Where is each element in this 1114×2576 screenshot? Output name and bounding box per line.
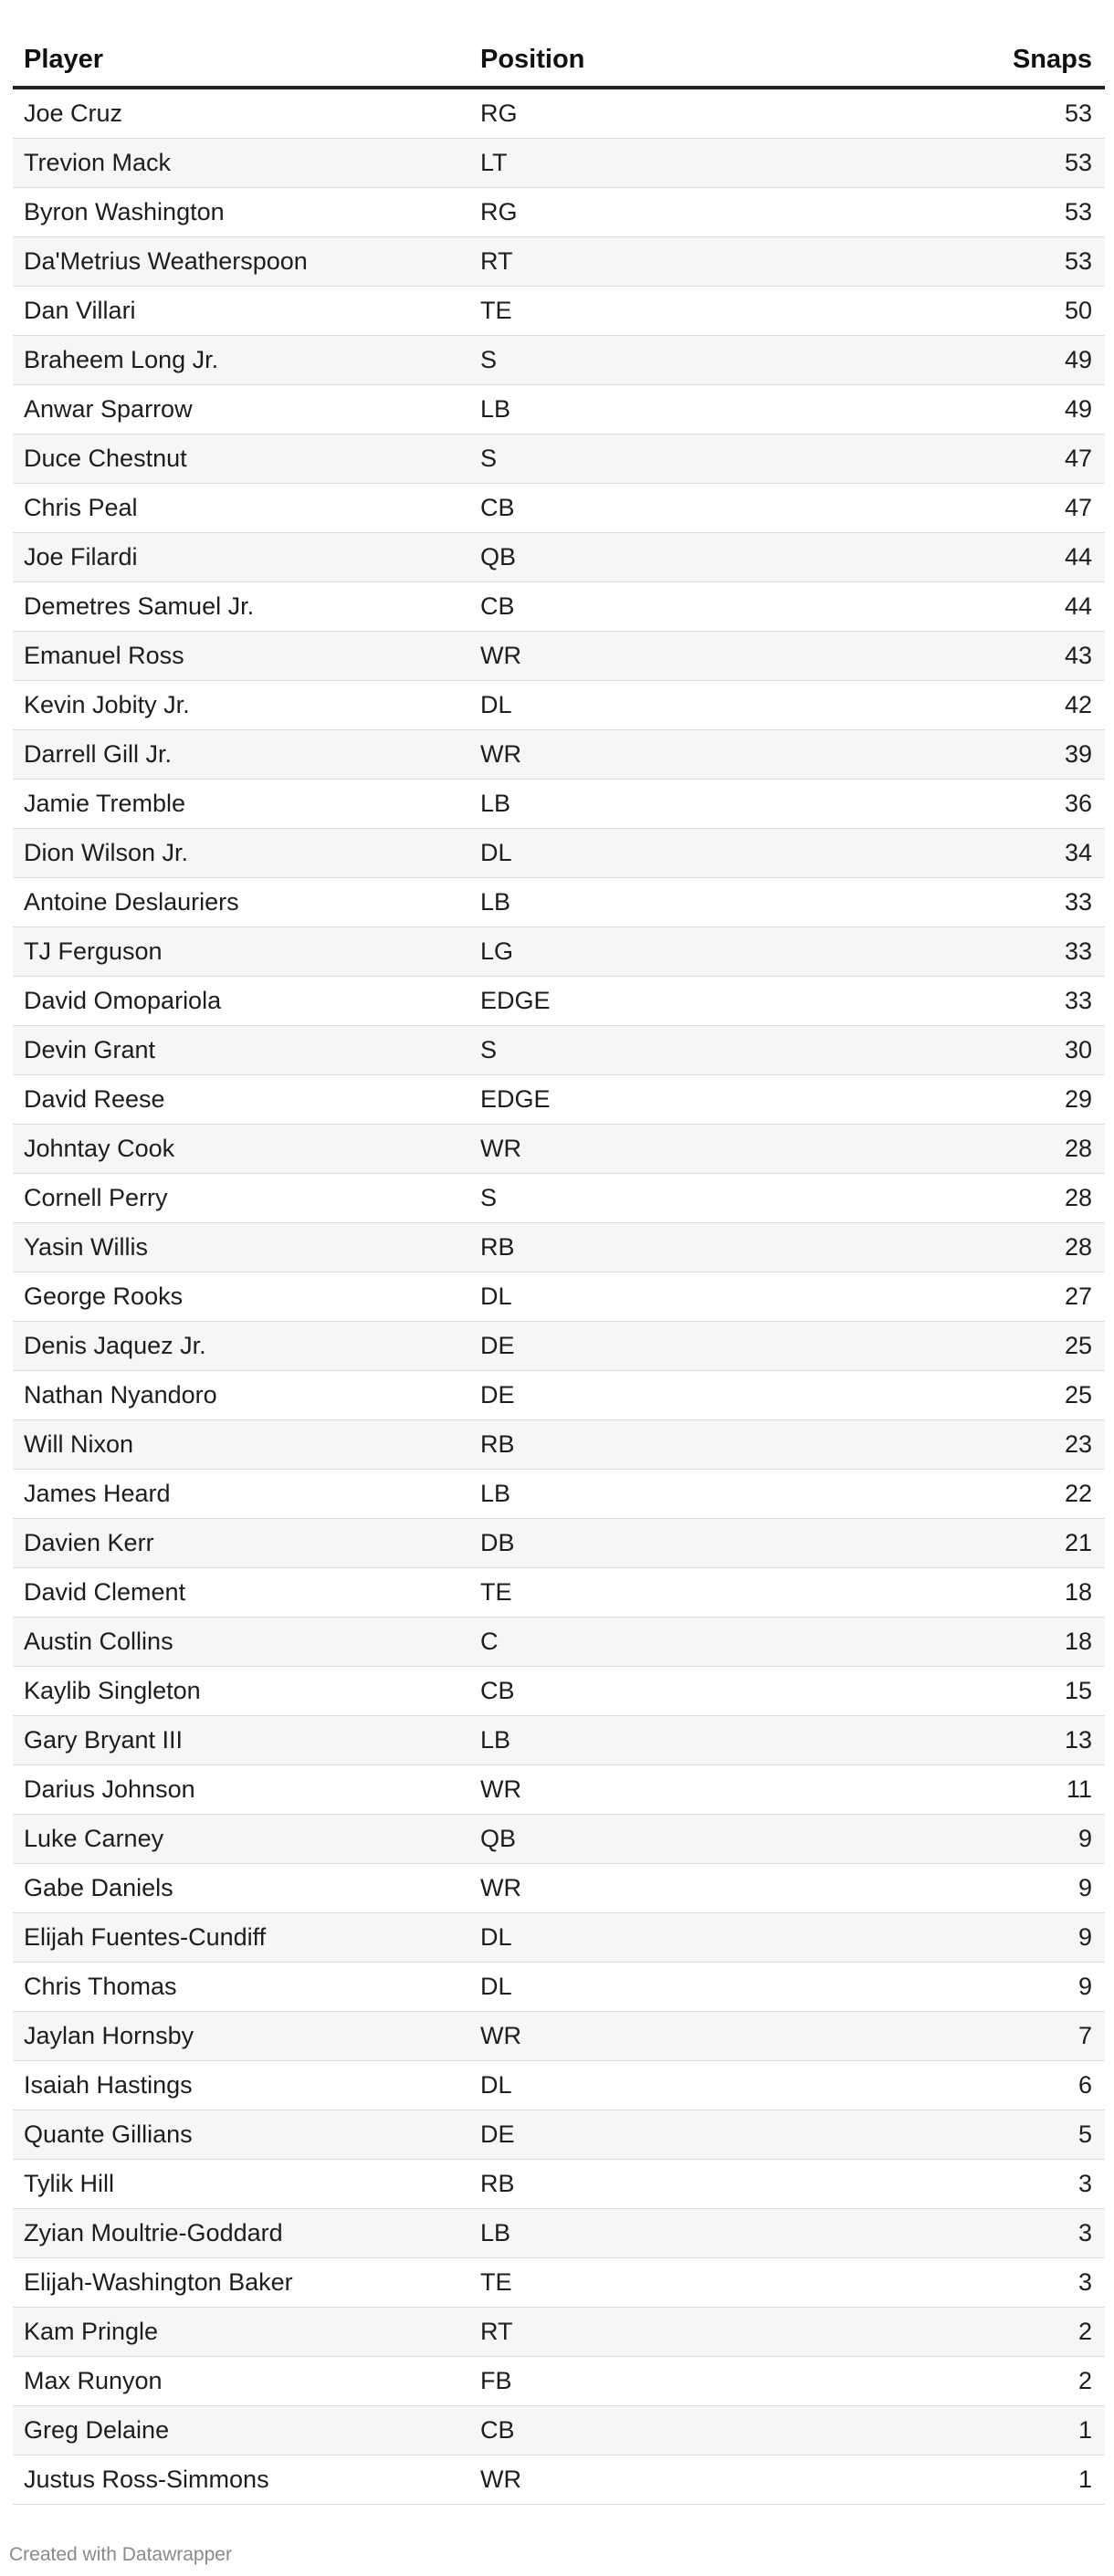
table-row	[13, 730, 1105, 780]
player-cell: Kam Pringle	[24, 2318, 159, 2345]
snaps-table	[13, 33, 1105, 2505]
position-cell: DE	[480, 2120, 515, 2148]
table-row	[13, 139, 1105, 188]
position-cell: RB	[480, 1430, 515, 1458]
table-row	[13, 977, 1105, 1026]
table-row	[13, 237, 1105, 287]
position-cell: S	[480, 445, 498, 472]
player-cell: Denis Jaquez Jr.	[24, 1332, 206, 1359]
player-cell: Isaiah Hastings	[24, 2071, 193, 2099]
player-cell: Gary Bryant III	[24, 1726, 184, 1754]
snaps-cell: 50	[1064, 297, 1092, 324]
table-row	[13, 484, 1105, 533]
player-cell: Dan Villari	[24, 297, 136, 324]
position-cell: FB	[480, 2367, 512, 2394]
position-cell: DL	[480, 1923, 512, 1951]
table-row	[13, 1815, 1105, 1864]
column-header-player[interactable]: Player	[24, 44, 104, 74]
snaps-cell: 43	[1064, 642, 1092, 669]
position-cell: WR	[480, 1135, 521, 1162]
snaps-cell: 18	[1064, 1578, 1092, 1606]
position-cell: WR	[480, 2022, 521, 2049]
snaps-cell: 1	[1077, 2416, 1092, 2444]
table-row	[13, 2160, 1105, 2209]
snaps-cell: 47	[1064, 445, 1092, 472]
position-cell: DL	[480, 1973, 512, 2000]
position-cell: LB	[480, 1480, 511, 1507]
snaps-cell: 44	[1064, 592, 1092, 620]
snaps-cell: 34	[1064, 839, 1092, 866]
table-row	[13, 1667, 1105, 1716]
snaps-cell: 33	[1064, 888, 1092, 916]
player-cell: Justus Ross-Simmons	[24, 2466, 269, 2493]
position-cell: DL	[480, 839, 512, 866]
player-cell: Devin Grant	[24, 1036, 156, 1063]
player-cell: Antoine Deslauriers	[24, 888, 239, 916]
position-cell: WR	[480, 1775, 521, 1803]
snaps-cell: 30	[1064, 1036, 1092, 1063]
snaps-cell: 53	[1064, 247, 1092, 275]
position-cell: S	[480, 1184, 498, 1211]
player-cell: Cornell Perry	[24, 1184, 168, 1211]
position-cell: EDGE	[480, 987, 551, 1014]
column-header-snaps[interactable]: Snaps	[1012, 44, 1092, 74]
player-cell: Chris Thomas	[24, 1973, 177, 2000]
position-cell: LB	[480, 2219, 511, 2246]
position-cell: WR	[480, 740, 521, 768]
player-cell: Da'Metrius Weatherspoon	[24, 247, 308, 275]
snaps-cell: 2	[1077, 2367, 1092, 2394]
player-cell: Tylik Hill	[24, 2170, 114, 2197]
player-cell: Joe Cruz	[24, 99, 123, 127]
snaps-cell: 49	[1064, 395, 1092, 423]
table-row	[13, 1322, 1105, 1371]
player-cell: Zyian Moultrie-Goddard	[24, 2219, 283, 2246]
snaps-cell: 2	[1077, 2318, 1092, 2345]
table-row	[13, 1765, 1105, 1815]
position-cell: TE	[480, 2268, 512, 2296]
table-row	[13, 878, 1105, 927]
table-row	[13, 188, 1105, 237]
player-cell: Kaylib Singleton	[24, 1677, 201, 1704]
snaps-cell: 3	[1077, 2268, 1092, 2296]
table-row	[13, 1568, 1105, 1618]
table-row	[13, 2012, 1105, 2061]
table-row	[13, 2456, 1105, 2505]
snaps-cell: 1	[1077, 2466, 1092, 2493]
snaps-cell: 53	[1064, 149, 1092, 176]
player-cell: Emanuel Ross	[24, 642, 184, 669]
position-cell: RT	[480, 2318, 513, 2345]
table-row	[13, 2308, 1105, 2357]
table-row	[13, 829, 1105, 878]
snaps-cell: 49	[1064, 346, 1092, 373]
table-row	[13, 2406, 1105, 2456]
position-cell: DL	[480, 1283, 512, 1310]
table-row	[13, 1963, 1105, 2012]
position-cell: LB	[480, 888, 511, 916]
player-cell: David Clement	[24, 1578, 186, 1606]
player-cell: Max Runyon	[24, 2367, 163, 2394]
snaps-cell: 28	[1064, 1135, 1092, 1162]
position-cell: TE	[480, 297, 512, 324]
position-cell: QB	[480, 1825, 517, 1852]
table-row	[13, 1618, 1105, 1667]
player-cell: TJ Ferguson	[24, 937, 163, 965]
table-header	[13, 33, 1105, 89]
player-cell: Kevin Jobity Jr.	[24, 691, 190, 718]
position-cell: TE	[480, 1578, 512, 1606]
table-row	[13, 1026, 1105, 1075]
player-cell: Trevion Mack	[24, 149, 172, 176]
snaps-cell: 28	[1064, 1233, 1092, 1261]
player-cell: Quante Gillians	[24, 2120, 193, 2148]
table-row	[13, 1519, 1105, 1568]
snaps-cell: 53	[1064, 99, 1092, 127]
snaps-cell: 11	[1066, 1775, 1092, 1803]
position-cell: DE	[480, 1332, 515, 1359]
player-cell: Chris Peal	[24, 494, 138, 521]
player-cell: James Heard	[24, 1480, 171, 1507]
player-cell: Jamie Tremble	[24, 790, 186, 817]
snaps-cell: 53	[1064, 198, 1092, 225]
position-cell: LT	[480, 149, 508, 176]
player-cell: Demetres Samuel Jr.	[24, 592, 255, 620]
snaps-cell: 42	[1064, 691, 1092, 718]
snaps-cell: 25	[1064, 1332, 1092, 1359]
table-row	[13, 89, 1105, 139]
player-cell: Elijah-Washington Baker	[24, 2268, 293, 2296]
position-cell: RB	[480, 1233, 515, 1261]
player-cell: Yasin Willis	[24, 1233, 149, 1261]
table-row	[13, 435, 1105, 484]
position-cell: QB	[480, 543, 517, 571]
table-row	[13, 2357, 1105, 2406]
snaps-cell: 36	[1064, 790, 1092, 817]
player-cell: Anwar Sparrow	[24, 395, 193, 423]
table-row	[13, 927, 1105, 977]
snaps-cell: 9	[1077, 1923, 1092, 1951]
position-cell: RG	[480, 99, 518, 127]
table-row	[13, 2110, 1105, 2160]
player-cell: Darrell Gill Jr.	[24, 740, 173, 768]
snaps-cell: 29	[1064, 1085, 1092, 1113]
snaps-cell: 3	[1077, 2219, 1092, 2246]
position-cell: WR	[480, 1874, 521, 1901]
table-row	[13, 1272, 1105, 1322]
position-cell: DE	[480, 1381, 515, 1408]
player-cell: Will Nixon	[24, 1430, 134, 1458]
player-cell: Joe Filardi	[24, 543, 138, 571]
position-cell: LG	[480, 937, 514, 965]
table-row	[13, 1223, 1105, 1272]
position-cell: RT	[480, 247, 513, 275]
player-cell: Braheem Long Jr.	[24, 346, 219, 373]
table-row	[13, 1913, 1105, 1963]
snaps-cell: 13	[1064, 1726, 1092, 1754]
table-row	[13, 1420, 1105, 1470]
snaps-cell: 33	[1064, 937, 1092, 965]
snaps-cell: 47	[1064, 494, 1092, 521]
position-cell: RG	[480, 198, 518, 225]
position-cell: CB	[480, 592, 515, 620]
snaps-cell: 23	[1064, 1430, 1092, 1458]
table-row	[13, 2258, 1105, 2308]
snaps-cell: 44	[1064, 543, 1092, 571]
player-cell: Luke Carney	[24, 1825, 164, 1852]
position-cell: RB	[480, 2170, 515, 2197]
snaps-cell: 15	[1064, 1677, 1092, 1704]
snaps-cell: 3	[1077, 2170, 1092, 2197]
column-header-position[interactable]: Position	[480, 44, 585, 74]
position-cell: CB	[480, 2416, 515, 2444]
snaps-cell: 27	[1064, 1283, 1092, 1310]
table-row	[13, 1174, 1105, 1223]
snaps-cell: 7	[1077, 2022, 1092, 2049]
player-cell: Austin Collins	[24, 1628, 173, 1655]
player-cell: Davien Kerr	[24, 1529, 154, 1556]
player-cell: Elijah Fuentes-Cundiff	[24, 1923, 267, 1951]
player-cell: Byron Washington	[24, 198, 225, 225]
position-cell: DB	[480, 1529, 515, 1556]
position-cell: WR	[480, 2466, 521, 2493]
snaps-cell: 9	[1077, 1825, 1092, 1852]
player-cell: Johntay Cook	[24, 1135, 175, 1162]
table-row	[13, 1075, 1105, 1125]
table-row	[13, 632, 1105, 681]
position-cell: S	[480, 346, 498, 373]
snaps-cell: 39	[1064, 740, 1092, 768]
snaps-cell: 6	[1077, 2071, 1092, 2099]
datawrapper-credit: Created with Datawrapper	[9, 2544, 232, 2565]
player-cell: Greg Delaine	[24, 2416, 170, 2444]
player-cell: Dion Wilson Jr.	[24, 839, 189, 866]
position-cell: CB	[480, 494, 515, 521]
table-row	[13, 681, 1105, 730]
table-row	[13, 1371, 1105, 1420]
player-cell: Jaylan Hornsby	[24, 2022, 194, 2049]
position-cell: LB	[480, 1726, 511, 1754]
snaps-cell: 33	[1064, 987, 1092, 1014]
player-cell: Darius Johnson	[24, 1775, 195, 1803]
player-cell: Duce Chestnut	[24, 445, 187, 472]
position-cell: LB	[480, 395, 511, 423]
table-row	[13, 336, 1105, 385]
table-row	[13, 1716, 1105, 1765]
snaps-cell: 28	[1064, 1184, 1092, 1211]
snaps-cell: 22	[1064, 1480, 1092, 1507]
player-cell: David Omopariola	[24, 987, 222, 1014]
position-cell: LB	[480, 790, 511, 817]
table-row	[13, 2061, 1105, 2110]
position-cell: WR	[480, 642, 521, 669]
table-body	[13, 89, 1105, 2505]
snaps-cell: 9	[1077, 1874, 1092, 1901]
player-cell: Gabe Daniels	[24, 1874, 173, 1901]
table-row	[13, 385, 1105, 435]
snaps-cell: 9	[1077, 1973, 1092, 2000]
table-row	[13, 1125, 1105, 1174]
snaps-cell: 18	[1064, 1628, 1092, 1655]
snaps-cell: 25	[1064, 1381, 1092, 1408]
position-cell: C	[480, 1628, 499, 1655]
table-row	[13, 1470, 1105, 1519]
player-cell: George Rooks	[24, 1283, 184, 1310]
table-row	[13, 582, 1105, 632]
position-cell: S	[480, 1036, 498, 1063]
table-row	[13, 533, 1105, 582]
table-row	[13, 780, 1105, 829]
player-cell: Nathan Nyandoro	[24, 1381, 217, 1408]
position-cell: DL	[480, 2071, 512, 2099]
table-row	[13, 1864, 1105, 1913]
snaps-cell: 5	[1077, 2120, 1092, 2148]
snaps-cell: 21	[1064, 1529, 1092, 1556]
position-cell: EDGE	[480, 1085, 551, 1113]
position-cell: DL	[480, 691, 512, 718]
table-row	[13, 287, 1105, 336]
player-cell: David Reese	[24, 1085, 165, 1113]
table-row	[13, 2209, 1105, 2258]
position-cell: CB	[480, 1677, 515, 1704]
